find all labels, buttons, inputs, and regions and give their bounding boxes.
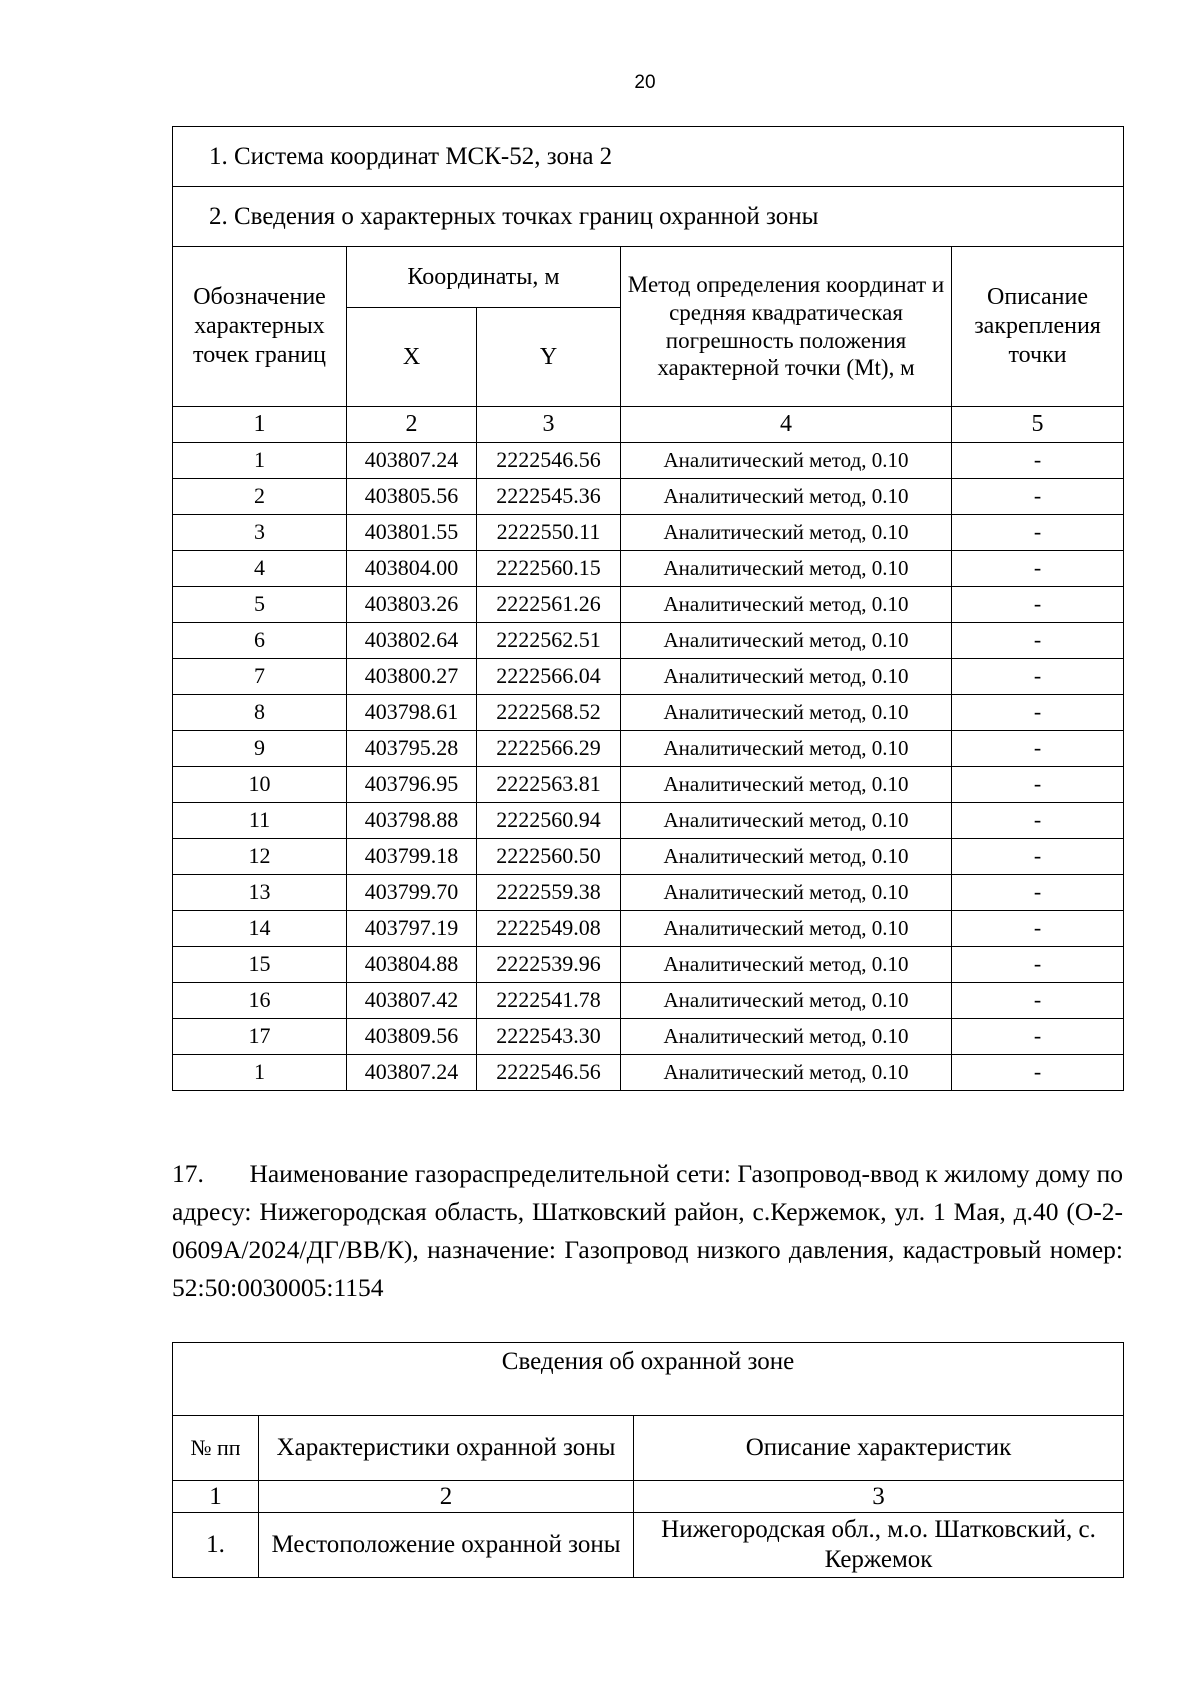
- y-coordinate: 2222562.51: [477, 623, 621, 659]
- y-coordinate: 2222545.36: [477, 479, 621, 515]
- description-cell: -: [952, 839, 1124, 875]
- x-coordinate: 403805.56: [347, 479, 477, 515]
- table-row: [173, 515, 1124, 551]
- description-cell: -: [952, 911, 1124, 947]
- description-cell: -: [952, 587, 1124, 623]
- table-row: [173, 1513, 1124, 1578]
- table-row: [173, 695, 1124, 731]
- x-coordinate: 403798.61: [347, 695, 477, 731]
- column-number: 2: [259, 1481, 634, 1513]
- characteristic-description: Нижегородская обл., м.о. Шатковский, с. Кержемок: [634, 1513, 1124, 1578]
- method-cell: Аналитический метод, 0.10: [621, 1055, 952, 1091]
- point-number: 3: [173, 515, 347, 551]
- column-number: 3: [634, 1481, 1124, 1513]
- x-coordinate: 403799.18: [347, 839, 477, 875]
- header-zone-characteristics: Характеристики охранной зоны: [259, 1416, 634, 1481]
- point-number: 16: [173, 983, 347, 1019]
- header-y: Y: [477, 308, 621, 407]
- column-number: 3: [477, 407, 621, 443]
- y-coordinate: 2222546.56: [477, 1055, 621, 1091]
- header-method: Метод определения координат и средняя квадратическая погрешность положения характерной точки (Mt), м: [621, 247, 952, 407]
- column-numbers-row: [173, 407, 1124, 443]
- y-coordinate: 2222566.04: [477, 659, 621, 695]
- x-coordinate: 403797.19: [347, 911, 477, 947]
- description-cell: -: [952, 875, 1124, 911]
- point-number: 4: [173, 551, 347, 587]
- table-row: [173, 479, 1124, 515]
- description-cell: -: [952, 695, 1124, 731]
- description-cell: -: [952, 1019, 1124, 1055]
- x-coordinate: 403803.26: [347, 587, 477, 623]
- description-cell: -: [952, 515, 1124, 551]
- table-row: [173, 731, 1124, 767]
- point-number: 11: [173, 803, 347, 839]
- x-coordinate: 403807.24: [347, 443, 477, 479]
- point-number: 10: [173, 767, 347, 803]
- x-coordinate: 403804.00: [347, 551, 477, 587]
- column-number: 4: [621, 407, 952, 443]
- y-coordinate: 2222543.30: [477, 1019, 621, 1055]
- column-number: 2: [347, 407, 477, 443]
- table-row: [173, 1055, 1124, 1091]
- description-cell: -: [952, 1055, 1124, 1091]
- x-coordinate: 403804.88: [347, 947, 477, 983]
- description-cell: -: [952, 659, 1124, 695]
- method-cell: Аналитический метод, 0.10: [621, 1019, 952, 1055]
- table-row: [173, 911, 1124, 947]
- table-row: [173, 983, 1124, 1019]
- table-row: [173, 803, 1124, 839]
- point-number: 12: [173, 839, 347, 875]
- method-cell: Аналитический метод, 0.10: [621, 875, 952, 911]
- y-coordinate: 2222561.26: [477, 587, 621, 623]
- method-cell: Аналитический метод, 0.10: [621, 659, 952, 695]
- point-number: 7: [173, 659, 347, 695]
- description-cell: -: [952, 947, 1124, 983]
- method-cell: Аналитический метод, 0.10: [621, 587, 952, 623]
- method-cell: Аналитический метод, 0.10: [621, 443, 952, 479]
- table-row: [173, 623, 1124, 659]
- method-cell: Аналитический метод, 0.10: [621, 803, 952, 839]
- header-characteristics-description: Описание характеристик: [634, 1416, 1124, 1481]
- y-coordinate: 2222541.78: [477, 983, 621, 1019]
- description-cell: -: [952, 803, 1124, 839]
- table-row: [173, 839, 1124, 875]
- point-number: 8: [173, 695, 347, 731]
- x-coordinate: 403809.56: [347, 1019, 477, 1055]
- point-number: 14: [173, 911, 347, 947]
- y-coordinate: 2222560.94: [477, 803, 621, 839]
- column-number: 1: [173, 407, 347, 443]
- x-coordinate: 403807.42: [347, 983, 477, 1019]
- table-row: [173, 947, 1124, 983]
- description-cell: -: [952, 767, 1124, 803]
- table-row: [173, 875, 1124, 911]
- y-coordinate: 2222568.52: [477, 695, 621, 731]
- method-cell: Аналитический метод, 0.10: [621, 983, 952, 1019]
- column-number: 1: [173, 1481, 259, 1513]
- method-cell: Аналитический метод, 0.10: [621, 767, 952, 803]
- x-coordinate: 403807.24: [347, 1055, 477, 1091]
- boundary-points-table: [172, 126, 1124, 1091]
- method-cell: Аналитический метод, 0.10: [621, 515, 952, 551]
- protection-zone-table: [172, 1342, 1124, 1578]
- x-coordinate: 403799.70: [347, 875, 477, 911]
- x-coordinate: 403801.55: [347, 515, 477, 551]
- x-coordinate: 403802.64: [347, 623, 477, 659]
- point-number: 15: [173, 947, 347, 983]
- y-coordinate: 2222559.38: [477, 875, 621, 911]
- method-cell: Аналитический метод, 0.10: [621, 839, 952, 875]
- description-cell: -: [952, 479, 1124, 515]
- point-number: 6: [173, 623, 347, 659]
- description-cell: -: [952, 623, 1124, 659]
- x-coordinate: 403800.27: [347, 659, 477, 695]
- table-row: [173, 1019, 1124, 1055]
- header-item-number: № пп: [173, 1416, 259, 1481]
- network-description-paragraph: 17. Наименование газораспределительной сети: Газопровод-ввод к жилому дому по адресу: Нижегородская область, Шатковский район, с.Кержемок, ул. 1 Мая, д.40 (О-2-0609А/2024/ДГ/ВВ/К), назначение: Газопровод низкого давления, кадастровый номер: 52:50:0030005:1154: [172, 1159, 1123, 1302]
- boundary-points-title: 2. Сведения о характерных точках границ охранной зоны: [173, 187, 1124, 247]
- table-row: [173, 443, 1124, 479]
- x-coordinate: 403795.28: [347, 731, 477, 767]
- method-cell: Аналитический метод, 0.10: [621, 479, 952, 515]
- method-cell: Аналитический метод, 0.10: [621, 551, 952, 587]
- y-coordinate: 2222566.29: [477, 731, 621, 767]
- point-number: 17: [173, 1019, 347, 1055]
- y-coordinate: 2222563.81: [477, 767, 621, 803]
- point-number: 9: [173, 731, 347, 767]
- point-number: 1: [173, 1055, 347, 1091]
- method-cell: Аналитический метод, 0.10: [621, 623, 952, 659]
- table-row: [173, 551, 1124, 587]
- x-coordinate: 403798.88: [347, 803, 477, 839]
- header-description: Описание закрепления точки: [952, 247, 1124, 407]
- method-cell: Аналитический метод, 0.10: [621, 911, 952, 947]
- method-cell: Аналитический метод, 0.10: [621, 695, 952, 731]
- point-number: 5: [173, 587, 347, 623]
- point-number: 1: [173, 443, 347, 479]
- header-coordinates: Координаты, м: [347, 247, 621, 308]
- protection-zone-title: Сведения об охранной зоне: [173, 1343, 1124, 1416]
- y-coordinate: 2222550.11: [477, 515, 621, 551]
- y-coordinate: 2222539.96: [477, 947, 621, 983]
- description-cell: -: [952, 443, 1124, 479]
- table-row: [173, 767, 1124, 803]
- y-coordinate: 2222560.15: [477, 551, 621, 587]
- coordinate-system-title: 1. Система координат МСК-52, зона 2: [173, 127, 1124, 187]
- description-cell: -: [952, 551, 1124, 587]
- column-number: 5: [952, 407, 1124, 443]
- method-cell: Аналитический метод, 0.10: [621, 731, 952, 767]
- x-coordinate: 403796.95: [347, 767, 477, 803]
- y-coordinate: 2222549.08: [477, 911, 621, 947]
- method-cell: Аналитический метод, 0.10: [621, 947, 952, 983]
- zone-characteristic: Местоположение охранной зоны: [259, 1513, 634, 1578]
- y-coordinate: 2222560.50: [477, 839, 621, 875]
- description-cell: -: [952, 983, 1124, 1019]
- table-row: [173, 587, 1124, 623]
- description-cell: -: [952, 731, 1124, 767]
- header-point-designation: Обозначение характерных точек границ: [173, 247, 347, 407]
- page-number: 20: [634, 72, 656, 93]
- y-coordinate: 2222546.56: [477, 443, 621, 479]
- point-number: 2: [173, 479, 347, 515]
- point-number: 13: [173, 875, 347, 911]
- header-x: X: [347, 308, 477, 407]
- table-row: [173, 659, 1124, 695]
- item-number: 1.: [173, 1513, 259, 1578]
